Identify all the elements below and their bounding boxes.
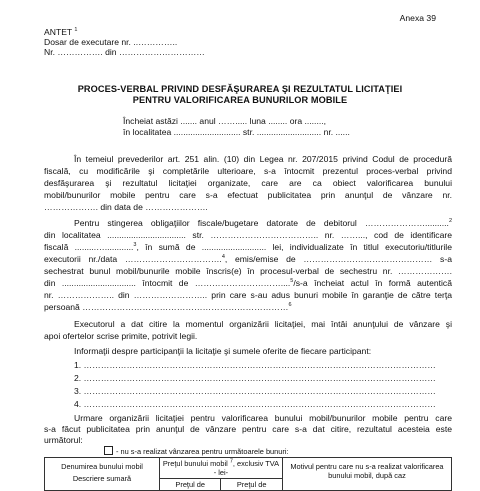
- document-title-line-1: PROCES-VERBAL PRIVIND DESFĂŞURAREA ŞI REZULTATUL LICITAŢIEI: [77, 84, 403, 94]
- participant-line: 4. ……………………………………………………………………………………………………………: [74, 399, 436, 409]
- checkbox-label: - nu s-a realizat vânzarea pentru următoarele bunuri:: [116, 447, 289, 456]
- col-price-header: Preţul bunului mobil $^7$, exclusiv TVA - lei-: [160, 458, 283, 479]
- debtor-line: fiscală .........…............$^3$, în sumă de ........................... lei, individualizate în titlul executoriu/titlurile: [44, 242, 452, 252]
- footnote-ref: 6: [288, 302, 292, 309]
- participant-line: 2. ……………………………………………………………………………………………………………: [74, 373, 436, 383]
- unsold-option[interactable]: [104, 446, 289, 457]
- result-line: Urmare organizării licitaţiei pentru valorificarea bunului mobil/bunurilor mobile pentru care: [74, 413, 452, 423]
- annex-label: Anexa 39: [399, 13, 436, 23]
- antet-label: ANTET: [44, 27, 73, 37]
- result-line: s-a făcut publicitatea prin anunţul de vânzare pentru care s-a dat citire, rezultatul acesteia este: [44, 424, 452, 434]
- footnote-ref: 4: [221, 254, 225, 261]
- footnote-ref: 2: [448, 218, 452, 225]
- antet-footnote: 1: [74, 27, 78, 34]
- number-date-line: Nr. ……………. din …………………………: [44, 47, 205, 57]
- participant-line: 1. ……………………………………………………………………………………………………………: [74, 360, 436, 370]
- legal-basis-line: fiscală, cu modificările şi completările ulterioare, s-a întocmit prezentul proces-verbal privind: [44, 166, 452, 176]
- col-name-header: Denumirea bunului mobil Descriere sumară: [45, 458, 160, 491]
- footnote-ref: 5: [290, 278, 294, 285]
- footnote-ref: 7: [229, 458, 233, 465]
- reading-line: apoi ofertelor scrise primite, potrivit legii.: [44, 331, 198, 341]
- debtor-line: din localitatea ................................. str. ……………………………….. nr. ……..., cod de identificare: [44, 230, 452, 240]
- concluded-date-line: Încheiat astăzi ....... anul ……..... luna ........ ora ........,: [123, 116, 326, 126]
- col-price-sub-1: Preţul de: [160, 479, 221, 491]
- debtor-line: sechestrat bunul mobil/bunurile mobile înscris(e) în procesul-verbal de sechestru nr. ……………….: [44, 266, 452, 276]
- col-reason-header: Motivul pentru care nu s-a realizat valorificarea bunului mobil, după caz: [282, 458, 451, 491]
- goods-table: [44, 457, 452, 491]
- antet-line: [44, 27, 77, 37]
- case-file-line: Dosar de executare nr. ..…………..: [44, 37, 178, 47]
- participants-heading: Informaţii despre participanţii la licitaţie şi sumele oferite de fiecare participant:: [74, 346, 372, 356]
- debtor-line: Pentru stingerea obligaţiilor fiscale/bugetare datorate de debitorul …………………..........$^2$: [74, 218, 452, 228]
- col-price-sub-2: Preţul de: [221, 479, 282, 491]
- footnote-ref: 3: [133, 242, 137, 249]
- debtor-line: persoană ………………………………………………………………$^6$: [44, 302, 292, 312]
- debtor-line: din ............................... întocmit de …………………………....$^5$/s-a încheiat actul în formă autentică: [44, 278, 453, 288]
- legal-basis-line: desfăşurarea şi rezultatul licitaţiei organizate, care are ca obiect valorificarea bunului: [44, 178, 452, 188]
- debtor-line: executorii nr./data …………………………….$^4$, emis/emise de ……………………………………… s-a: [44, 254, 452, 264]
- legal-basis-line: ………………. din data de ………………….: [44, 202, 208, 212]
- legal-basis-line: mobil/bunurilor mobile pentru care s-a efectuat publicitatea prin anunţul de vânzare nr.: [44, 190, 452, 200]
- reading-line: Executorul a dat citire la momentul organizării licitaţiei, mai întâi anunţului de vânzare şi: [74, 319, 452, 329]
- debtor-line: nr. ……………….. din …………………….. prin care s-au adus bunuri mobile în garanţie de către terţa: [44, 290, 452, 300]
- legal-basis-line: În temeiul prevederilor art. 251 alin. (10) din Legea nr. 207/2015 privind Codul de procedură: [74, 154, 452, 164]
- locality-line: în localitatea ............................ str. ........................... nr. ......: [123, 127, 350, 137]
- document-title-line-2: PENTRU VALORIFICAREA BUNURILOR MOBILE: [132, 95, 348, 105]
- participant-line: 3. ……………………………………………………………………………………………………………: [74, 386, 436, 396]
- result-line: următorul:: [44, 435, 83, 445]
- checkbox[interactable]: [104, 446, 113, 455]
